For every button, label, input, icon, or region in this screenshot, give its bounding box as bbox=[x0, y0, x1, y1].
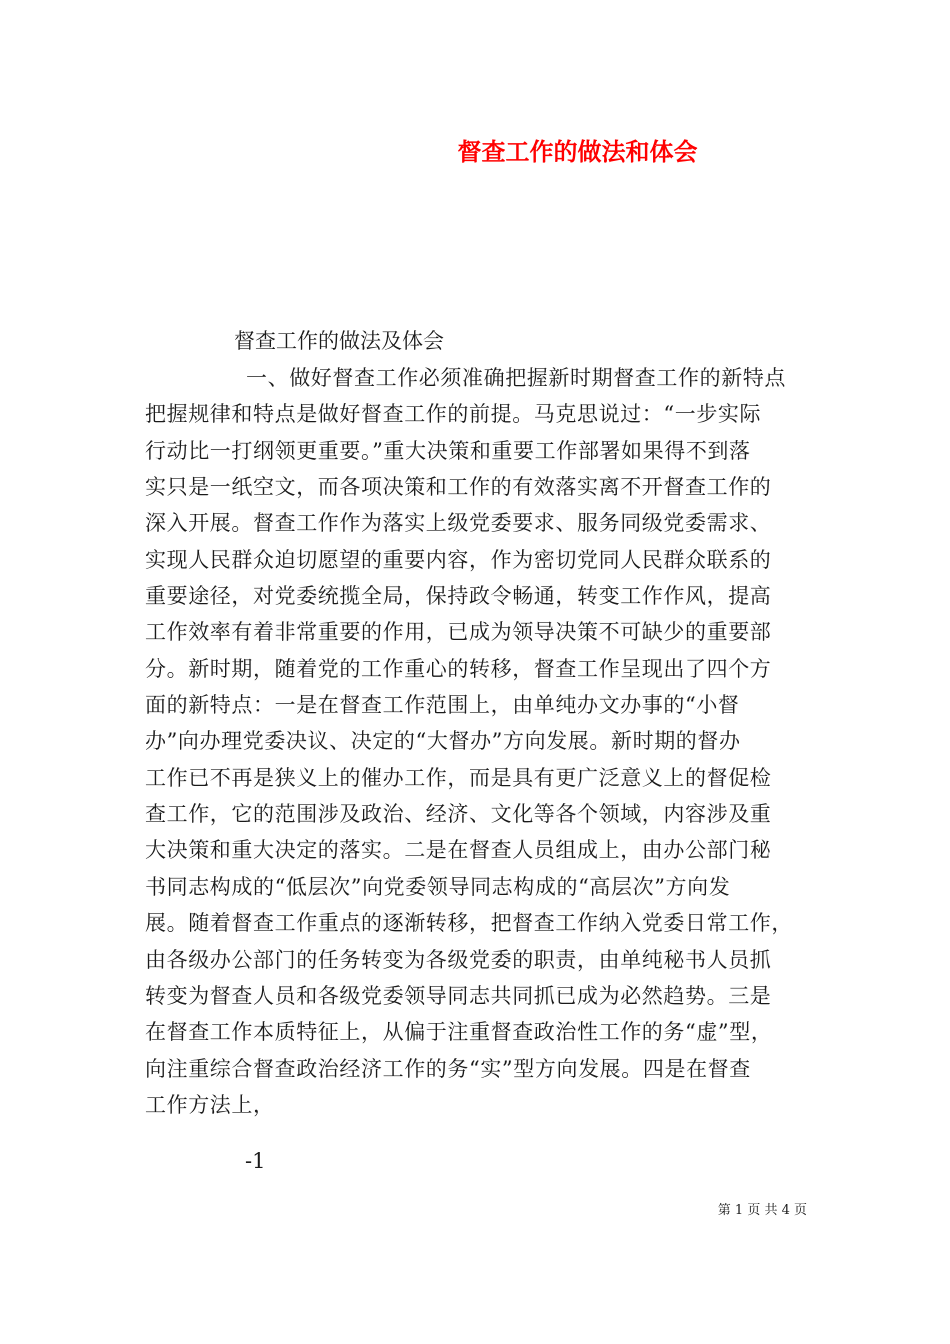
body-line: 由各级办公部门的任务转变为各级党委的职责，由单纯秘书人员抓 bbox=[145, 947, 772, 972]
body-line: 工作已不再是狭义上的催办工作，而是具有更广泛意义上的督促检 bbox=[145, 765, 772, 790]
body-line: 在督查工作本质特征上，从偏于注重督查政治性工作的务“虚”型， bbox=[145, 1020, 773, 1045]
body-line: 展。随着督查工作重点的逐渐转移，把督查工作纳入党委日常工作， bbox=[145, 911, 793, 936]
body-line: 向注重综合督查政治经济工作的务“实”型方向发展。四是在督查 bbox=[145, 1056, 751, 1081]
document-body bbox=[145, 360, 810, 1123]
body-line: 转变为督查人员和各级党委领导同志共同抓已成为必然趋势。三是 bbox=[145, 983, 772, 1008]
body-line: 实现人民群众迫切愿望的重要内容，作为密切党同人民群众联系的 bbox=[145, 547, 772, 572]
body-line: 工作效率有着非常重要的作用，已成为领导决策不可缺少的重要部 bbox=[145, 620, 772, 645]
body-line: 重要途径，对党委统揽全局，保持政令畅通，转变工作作风，提高 bbox=[145, 584, 772, 609]
body-line: 查工作，它的范围涉及政治、经济、文化等各个领域，内容涉及重 bbox=[145, 802, 772, 827]
body-line: 大决策和重大决定的落实。二是在督查人员组成上，由办公部门秘 bbox=[145, 838, 772, 863]
document-subtitle: 督查工作的做法及体会 bbox=[234, 329, 444, 353]
body-line: 工作方法上， bbox=[145, 1092, 275, 1117]
body-line: 行动比一打纲领更重要。”重大决策和重要工作部署如果得不到落 bbox=[145, 438, 751, 463]
body-line: 书同志构成的“低层次”向党委领导同志构成的“高层次”方向发 bbox=[145, 874, 731, 899]
body-line: 深入开展。督查工作作为落实上级党委要求、服务同级党委需求、 bbox=[145, 511, 772, 536]
body-line: 一、做好督查工作必须准确把握新时期督查工作的新特点 bbox=[246, 366, 786, 390]
body-line: 办”向办理党委决议、决定的“大督办”方向发展。新时期的督办 bbox=[145, 729, 741, 754]
page-footer: 第 1 页 共 4 页 bbox=[717, 1203, 807, 1218]
body-line: 把握规律和特点是做好督查工作的前提。马克思说过：“一步实际 bbox=[145, 402, 762, 427]
body-line: 分。新时期，随着党的工作重心的转移，督查工作呈现出了四个方 bbox=[145, 656, 772, 681]
body-line: 实只是一纸空文，而各项决策和工作的有效落实离不开督查工作的 bbox=[145, 475, 772, 500]
body-line: 面的新特点：一是在督查工作范围上，由单纯办文办事的“小督 bbox=[145, 693, 740, 718]
page-number-marker: -1 bbox=[245, 1149, 266, 1173]
document-title: 督查工作的做法和体会 bbox=[457, 138, 698, 166]
